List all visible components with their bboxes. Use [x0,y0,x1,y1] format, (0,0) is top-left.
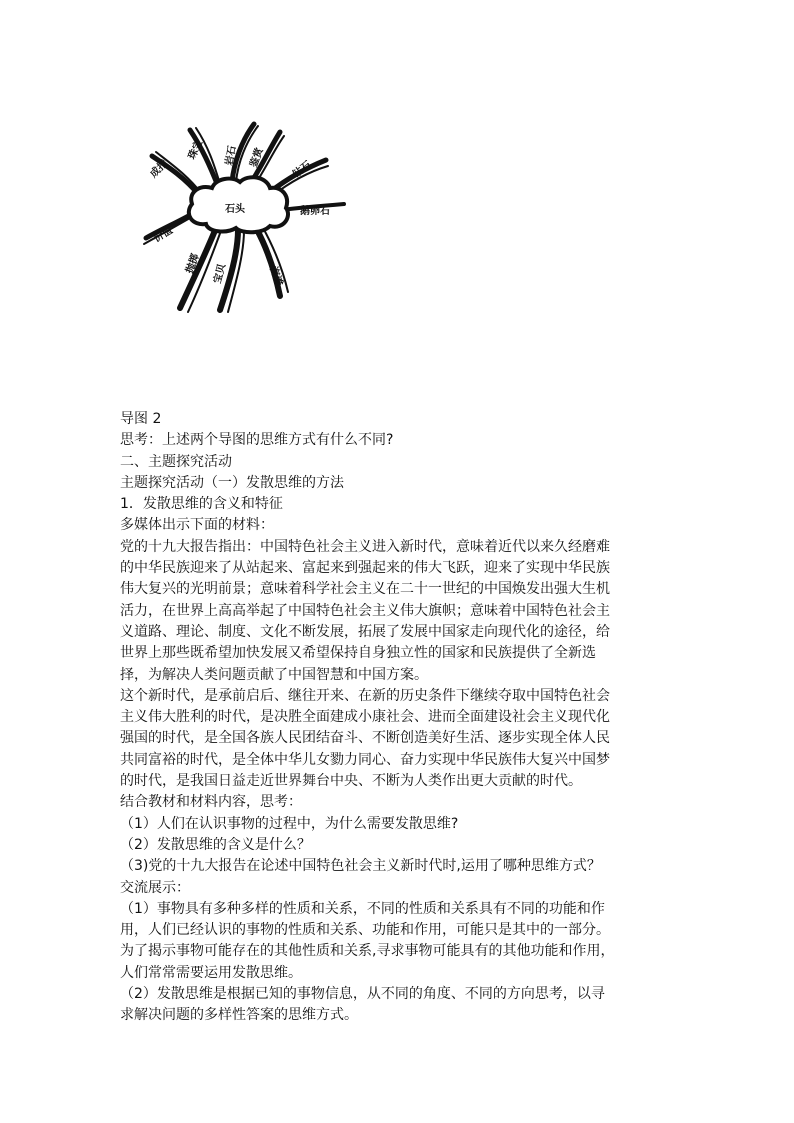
mind-map-label-yanshi: 岩石 [224,144,239,167]
section-heading: 二、主题探究活动 [120,453,232,470]
answer-line: 用，人们已经认识的事物的性质和关系、功能和作用，可能只是其中的一部分。 [120,922,610,939]
subheading: 1．发散思维的含义和特征 [120,496,283,513]
mind-map-label-jianshang: 鉴赏 [248,146,266,170]
mind-map-drawing [130,118,360,323]
exchange-heading: 交流展示： [120,879,190,896]
paragraph-line: 主义伟大胜利的时代，是决胜全面建成小康社会、进而全面建设社会主义现代化 [120,709,610,726]
question-2: （2）发散思维的含义是什么？ [120,836,311,853]
question-text: 思考：上述两个导图的思维方式有什么不同? [120,432,394,449]
mind-map-label-haitan: 海滩 [267,265,285,288]
think-intro: 结合教材和材料内容，思考： [120,794,302,811]
mind-map-label-zuanshi: 钻石 [291,159,314,181]
paragraph-line: 义道路、理论、制度、文化不断发展，拓展了发展中国家走向现代化的途径，给 [120,623,610,640]
paragraph-line: 这个新时代，是承前启后、继往开来、在新的历史条件下继续夺取中国特色社会 [120,687,610,704]
mind-map-label-baobei: 宝贝 [212,262,229,285]
paragraph-line: 世界上那些既希望加快发展又希望保持自身独立性的国家和民族提供了全新选 [120,645,596,662]
intro-text: 多媒体出示下面的材料： [120,517,274,534]
mind-map-label-jiazhi: 价值 [152,225,175,245]
answer-line: （2）发散思维是根据已知的事物信息，从不同的角度、不同的方向思考，以寻 [120,986,605,1003]
answer-line: 为了揭示事物可能存在的其他性质和关系,寻求事物可能具有的其他功能和作用， [120,943,615,960]
paragraph-line: 伟大复兴的光明前景；意味着科学社会主义在二十一世纪的中国焕发出强大生机 [120,581,610,598]
paragraph-line: 共同富裕的时代，是全体中华儿女勠力同心、奋力实现中华民族伟大复兴中国梦 [120,751,610,768]
paragraph-2 [120,686,688,792]
mind-map-label-zhubao: 珠宝 [186,138,206,162]
figure-caption: 导图 2 [120,411,162,427]
answer-line: 求解决问题的多样性答案的思维方式。 [120,1007,358,1024]
paragraph-line: 择，为解决人类问题贡献了中国智慧和中国方案。 [120,666,428,683]
paragraph-line: 的中华民族迎来了从站起来、富起来到强起来的伟大飞跃，迎来了实现中华民族 [120,560,610,577]
paragraph-line: 的时代，是我国日益走近世界舞台中央、不断为人类作出更大贡献的时代。 [120,773,582,790]
paragraph-line: 强国的时代，是全国各族人民团结奋斗、不断创造美好生活、逐步实现全体人民 [120,730,610,747]
mind-map-label-eluanshi: 鹅卵石 [300,206,330,217]
paragraph-1 [120,537,688,686]
mind-map-center-label: 石头 [225,204,245,215]
document-body [120,409,688,1027]
activity-heading: 主题探究活动（一）发散思维的方法 [120,474,344,491]
paragraph-line: 党的十九大报告指出：中国特色社会主义进入新时代，意味着近代以来久经磨难 [120,538,610,555]
answer-line: 人们常常需要运用发散思维。 [120,964,302,981]
mind-map-label-chengzhi: 成指 [148,158,171,181]
paragraph-line: 活力，在世界上高高举起了中国特色社会主义伟大旗帜；意味着中国特色社会主 [120,602,610,619]
mind-map-label-paozhi: 抛掷 [184,252,202,276]
mind-map-figure [130,118,360,323]
answer-2 [120,984,688,1027]
question-3: （3)党的十九大报告在论述中国特色社会主义新时代时,运用了哪种思维方式？ [120,858,601,875]
question-1: （1）人们在认识事物的过程中，为什么需要发散思维? [120,815,459,832]
answer-line: （1）事物具有多种多样的性质和关系，不同的性质和关系具有不同的功能和作 [120,900,605,917]
answer-1 [120,899,688,984]
